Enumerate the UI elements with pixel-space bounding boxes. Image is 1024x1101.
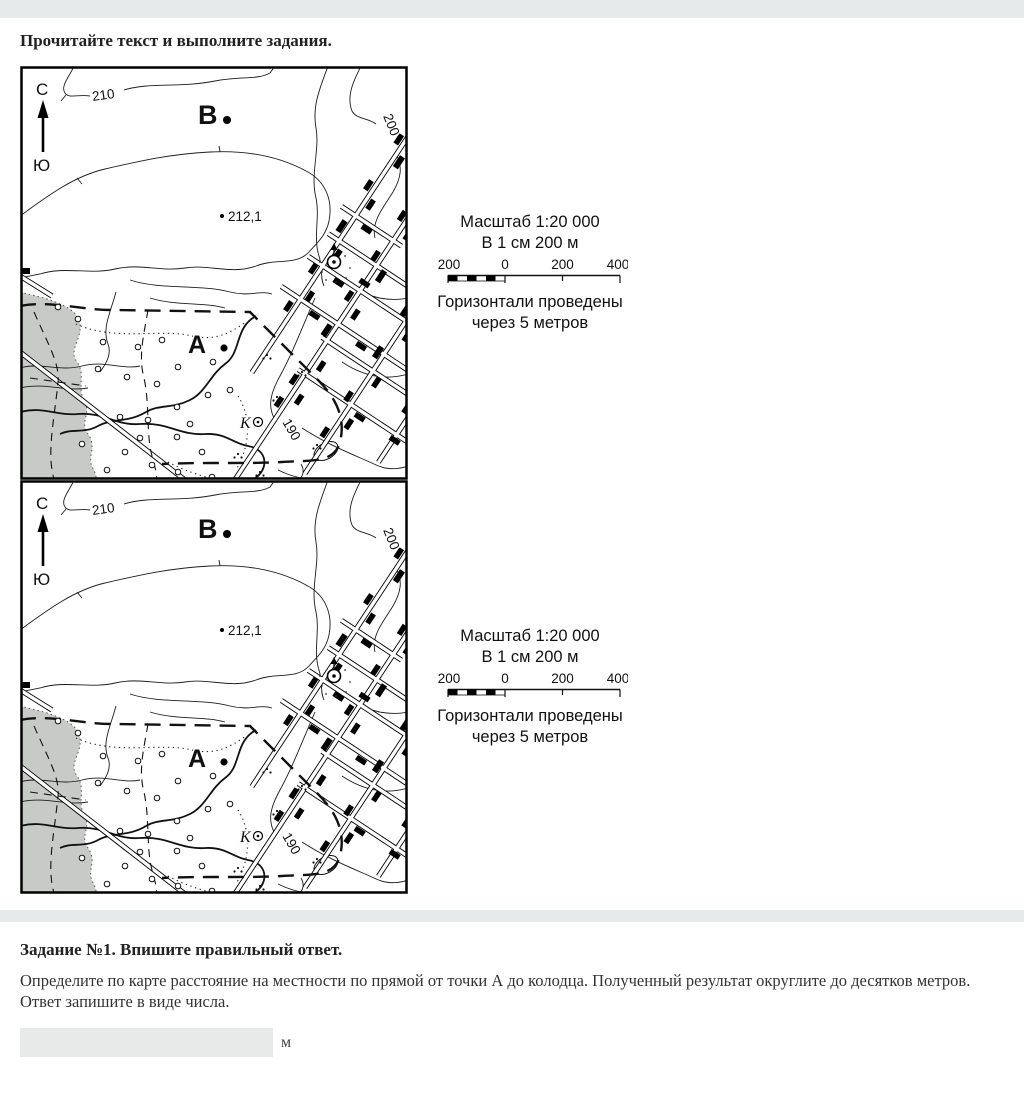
top-band xyxy=(0,0,1024,18)
instruction-heading: Прочитайте текст и выполните задания. xyxy=(20,31,332,50)
scale-subtitle: В 1 см 200 м xyxy=(481,648,579,666)
scale-note-line1: Горизонтали проведены xyxy=(437,707,623,725)
scale-note-line2: через 5 метров xyxy=(471,728,589,746)
map-image-2 xyxy=(20,480,408,894)
scale-title: Масштаб 1:20 000 xyxy=(460,213,600,231)
scale-note-line2: через 5 метров xyxy=(471,314,589,332)
scale-ruler-2 xyxy=(432,670,628,704)
scale-block-2 xyxy=(432,626,628,748)
unit-label: м xyxy=(281,1033,292,1051)
scale-subtitle: В 1 см 200 м xyxy=(481,234,579,252)
scale-note-line1: Горизонтали проведены xyxy=(437,293,623,311)
map-image-1 xyxy=(20,66,408,480)
task-question: Определите по карте расстояние на местности по прямой от точки А до колодца. Полученный результат округлите до десятков метров. Ответ запишите в виде числа. xyxy=(20,971,971,1011)
scale-ruler-1 xyxy=(432,256,628,290)
section-divider xyxy=(0,910,1024,922)
map-row-2 xyxy=(20,480,1004,894)
scale-title: Масштаб 1:20 000 xyxy=(460,627,600,645)
task-heading: Задание №1. Впишите правильный ответ. xyxy=(20,940,343,959)
answer-row xyxy=(20,1028,1004,1057)
scale-block-1 xyxy=(432,212,628,334)
map-row-1 xyxy=(20,66,1004,480)
answer-input[interactable] xyxy=(20,1028,273,1057)
